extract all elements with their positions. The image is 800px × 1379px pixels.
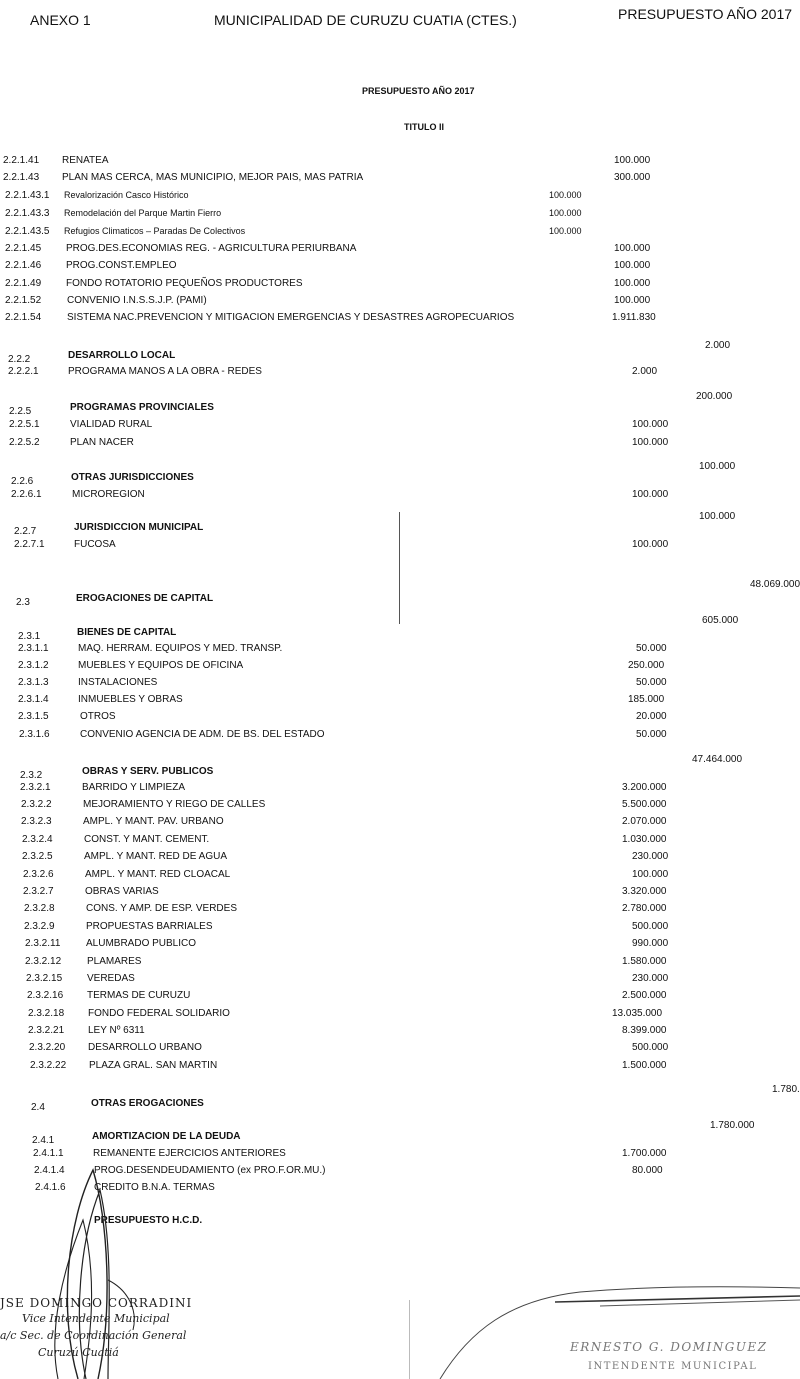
row-code: 2.3.2.16 (27, 990, 64, 1001)
item-amount: 1.500.000 (622, 1060, 667, 1071)
row-description: OBRAS VARIAS (85, 886, 159, 897)
item-amount: 13.035.000 (612, 1008, 663, 1019)
table-row (0, 350, 800, 366)
row-description: INSTALACIONES (78, 677, 158, 688)
section-heading: DESARROLLO LOCAL (68, 350, 176, 361)
row-code: 2.4.1.4 (34, 1165, 65, 1176)
row-description: TERMAS DE CURUZU (87, 990, 191, 1001)
row-code: 2.3.2 (20, 770, 43, 781)
row-code: 2.2.6 (11, 476, 34, 487)
row-description: CONVENIO AGENCIA DE ADM. DE BS. DEL ESTADO (80, 729, 325, 740)
item-amount: 1.911.830 (612, 312, 656, 323)
table-row (0, 938, 800, 954)
table-row (0, 593, 800, 609)
table-row (0, 295, 800, 311)
row-code: 2.2.5.1 (9, 419, 40, 430)
table-row (0, 366, 800, 382)
section-heading: EROGACIONES DE CAPITAL (76, 593, 214, 604)
section-heading: OBRAS Y SERV. PUBLICOS (82, 766, 214, 777)
table-row (0, 956, 800, 972)
row-description: RENATEA (62, 155, 109, 166)
row-description: PROPUESTAS BARRIALES (86, 921, 213, 932)
item-amount: 20.000 (636, 711, 667, 722)
row-code: 2.3.2.2 (21, 799, 52, 810)
row-code: 2.4.1.1 (33, 1148, 64, 1159)
row-code: 2.3 (16, 597, 30, 608)
row-description: PROGRAMA MANOS A LA OBRA - REDES (68, 366, 262, 377)
table-row (0, 766, 800, 782)
row-code: 2.2.5 (9, 406, 32, 417)
item-amount: 300.000 (614, 172, 651, 183)
table-row (0, 1008, 800, 1024)
section-total: 1.780.000 (710, 1120, 755, 1131)
item-amount: 100.000 (632, 539, 669, 550)
row-description: CONS. Y AMP. DE ESP. VERDES (86, 903, 237, 914)
mayor-name: ERNESTO G. DOMINGUEZ (570, 1340, 768, 1354)
sub-item-amount: 100.000 (549, 226, 582, 236)
mayor-title: INTENDENTE MUNICIPAL (588, 1361, 758, 1372)
row-description: MUEBLES Y EQUIPOS DE OFICINA (78, 660, 244, 671)
row-description: MEJORAMIENTO Y RIEGO DE CALLES (83, 799, 266, 810)
table-row (0, 834, 800, 850)
item-amount: 100.000 (632, 869, 669, 880)
row-code: 2.3.2.12 (25, 956, 62, 967)
chapter-total: 1.780. (772, 1084, 800, 1095)
row-description: CONVENIO I.N.S.S.J.P. (PAMI) (67, 295, 207, 306)
item-amount: 100.000 (614, 155, 651, 166)
section-heading: AMORTIZACION DE LA DEUDA (92, 1131, 241, 1142)
signer-city: Curuzú Cuatiá (38, 1346, 119, 1359)
row-description: ALUMBRADO PUBLICO (86, 938, 197, 949)
row-code: 2.2.2.1 (8, 366, 39, 377)
row-code: 2.3.1.6 (19, 729, 50, 740)
row-code: 2.3.1 (18, 631, 41, 642)
section-total: 47.464.000 (692, 754, 743, 765)
table-row (0, 172, 800, 188)
item-amount: 500.000 (632, 921, 669, 932)
row-code: 2.2.6.1 (11, 489, 42, 500)
row-code: 2.3.2.3 (21, 816, 52, 827)
item-amount: 100.000 (614, 243, 651, 254)
signer-role: Vice Intendente Municipal (22, 1312, 170, 1325)
row-description: FUCOSA (74, 539, 116, 550)
item-amount: 5.500.000 (622, 799, 667, 810)
item-amount: 185.000 (628, 694, 665, 705)
item-amount: 250.000 (628, 660, 665, 671)
section-heading: OTRAS EROGACIONES (91, 1098, 204, 1109)
row-description: LEY Nº 6311 (88, 1025, 145, 1036)
table-row (0, 522, 800, 538)
row-description: PROG.CONST.EMPLEO (66, 260, 177, 271)
table-row (0, 643, 800, 659)
row-code: 2.3.1.4 (18, 694, 49, 705)
table-row (0, 243, 800, 259)
row-code: 2.2.1.52 (5, 295, 42, 306)
row-description: OTROS (80, 711, 116, 722)
row-code: 2.3.1.3 (18, 677, 49, 688)
row-code: 2.2.5.2 (9, 437, 40, 448)
row-description: AMPL. Y MANT. RED CLOACAL (85, 869, 231, 880)
row-description: PLAMARES (87, 956, 142, 967)
row-description: CONST. Y MANT. CEMENT. (84, 834, 210, 845)
item-amount: 100.000 (614, 260, 651, 271)
row-description: AMPL. Y MANT. PAV. URBANO (83, 816, 224, 827)
row-code: 2.3.2.5 (22, 851, 53, 862)
row-description: PLAZA GRAL. SAN MARTIN (89, 1060, 218, 1071)
row-description: VEREDAS (87, 973, 135, 984)
row-description: PROG.DESENDEUDAMIENTO (ex PRO.F.OR.MU.) (94, 1165, 326, 1176)
row-code: 2.3.2.20 (29, 1042, 66, 1053)
table-row (0, 1131, 800, 1147)
budget-year-header: PRESUPUESTO AÑO 2017 (618, 6, 793, 22)
signer-name: JSE DOMINGO CORRADINI (0, 1296, 193, 1310)
table-row (0, 155, 800, 171)
signer-secretary-role: a/c Sec. de Coordinación General (0, 1329, 187, 1342)
table-row (0, 729, 800, 745)
table-row (0, 489, 800, 505)
row-description: AMPL. Y MANT. RED DE AGUA (84, 851, 228, 862)
table-row (0, 677, 800, 693)
table-row (0, 402, 800, 418)
section-total: 100.000 (699, 511, 736, 522)
row-description: SISTEMA NAC.PREVENCION Y MITIGACION EMERGENCIAS Y DESASTRES AGROPECUARIOS (67, 312, 515, 323)
item-amount: 230.000 (632, 973, 669, 984)
table-row (0, 226, 800, 242)
row-code: 2.3.1.1 (18, 643, 49, 654)
table-row (0, 799, 800, 815)
municipality-title: MUNICIPALIDAD DE CURUZU CUATIA (CTES.) (214, 12, 517, 28)
row-code: 2.3.2.15 (26, 973, 63, 984)
section-total: 100.000 (699, 461, 736, 472)
row-code: 2.4.1 (32, 1135, 55, 1146)
row-description: FONDO ROTATORIO PEQUEÑOS PRODUCTORES (66, 278, 303, 289)
item-amount: 2.780.000 (622, 903, 667, 914)
row-code: 2.3.2.6 (23, 869, 54, 880)
row-code: 2.2.1.49 (5, 278, 42, 289)
table-row (0, 437, 800, 453)
scan-mark (409, 1300, 410, 1379)
row-description: PLAN NACER (70, 437, 134, 448)
annex-label: ANEXO 1 (30, 12, 91, 28)
section-total: 605.000 (702, 615, 739, 626)
row-code: 2.2.1.41 (3, 155, 40, 166)
scan-mark (399, 512, 400, 624)
row-description: CREDITO B.N.A. TERMAS (94, 1182, 215, 1193)
item-amount: 1.700.000 (622, 1148, 667, 1159)
row-code: 2.2.7 (14, 526, 37, 537)
table-row (0, 851, 800, 867)
section-heading: PROGRAMAS PROVINCIALES (70, 402, 214, 413)
item-amount: 8.399.000 (622, 1025, 667, 1036)
item-amount: 100.000 (632, 437, 669, 448)
table-row (0, 903, 800, 919)
row-description: VIALIDAD RURAL (70, 419, 153, 430)
table-row (0, 1098, 800, 1114)
table-row (0, 921, 800, 937)
item-amount: 100.000 (614, 278, 651, 289)
row-code: 2.2.1.43 (3, 172, 40, 183)
item-amount: 100.000 (632, 489, 669, 500)
row-code: 2.2.1.46 (5, 260, 42, 271)
item-amount: 3.200.000 (622, 782, 667, 793)
chapter-total: 48.069.000 (750, 579, 800, 590)
row-description: PLAN MAS CERCA, MAS MUNICIPIO, MEJOR PAIS, MAS PATRIA (62, 172, 364, 183)
item-amount: 50.000 (636, 643, 667, 654)
section-heading: PRESUPUESTO H.C.D. (94, 1215, 203, 1226)
table-row (0, 1060, 800, 1076)
table-row (0, 1025, 800, 1041)
row-code: 2.3.2.11 (25, 938, 61, 949)
sub-item-amount: 100.000 (549, 190, 582, 200)
row-description: REMANENTE EJERCICIOS ANTERIORES (93, 1148, 286, 1159)
row-code: 2.3.2.21 (28, 1025, 65, 1036)
section-heading: BIENES DE CAPITAL (77, 627, 177, 638)
item-amount: 100.000 (614, 295, 651, 306)
item-amount: 50.000 (636, 677, 667, 688)
item-amount: 100.000 (632, 419, 669, 430)
item-amount: 2.500.000 (622, 990, 667, 1001)
row-code: 2.3.1.2 (18, 660, 49, 671)
item-amount: 50.000 (636, 729, 667, 740)
row-description: MICROREGION (72, 489, 145, 500)
table-row (0, 278, 800, 294)
item-amount: 80.000 (632, 1165, 663, 1176)
row-code: 2.3.2.1 (20, 782, 51, 793)
row-description: Remodelación del Parque Martin Fierro (64, 208, 222, 218)
row-code: 2.2.1.45 (5, 243, 42, 254)
item-amount: 2.070.000 (622, 816, 667, 827)
table-row (0, 886, 800, 902)
table-row (0, 973, 800, 989)
document-title: PRESUPUESTO AÑO 2017 (362, 86, 475, 96)
table-row (0, 694, 800, 710)
row-code: 2.2.1.43.5 (5, 226, 50, 237)
row-code: 2.3.2.8 (24, 903, 55, 914)
table-row (0, 990, 800, 1006)
table-row (0, 539, 800, 555)
row-description: Revalorización Casco Histórico (64, 190, 189, 200)
table-row (0, 260, 800, 276)
table-row (0, 660, 800, 676)
row-code: 2.3.1.5 (18, 711, 49, 722)
section-total: 200.000 (696, 391, 733, 402)
row-code: 2.3.2.7 (23, 886, 54, 897)
row-description: FONDO FEDERAL SOLIDARIO (88, 1008, 230, 1019)
section-heading: OTRAS JURISDICCIONES (71, 472, 194, 483)
sub-item-amount: 100.000 (549, 208, 582, 218)
item-amount: 230.000 (632, 851, 669, 862)
table-row (0, 1042, 800, 1058)
item-amount: 3.320.000 (622, 886, 667, 897)
item-amount: 990.000 (632, 938, 669, 949)
item-amount: 2.000 (632, 366, 658, 377)
table-row (0, 190, 800, 206)
table-row (0, 711, 800, 727)
row-code: 2.4 (31, 1102, 45, 1113)
item-amount: 500.000 (632, 1042, 669, 1053)
row-description: BARRIDO Y LIMPIEZA (82, 782, 185, 793)
table-row (0, 782, 800, 798)
row-description: Refugios Climaticos – Paradas De Colectivos (64, 226, 246, 236)
table-row (0, 312, 800, 328)
section-heading: JURISDICCION MUNICIPAL (74, 522, 204, 533)
row-code: 2.2.2 (8, 354, 31, 365)
row-code: 2.2.1.43.3 (5, 208, 50, 219)
row-description: PROG.DES.ECONOMIAS REG. - AGRICULTURA PERIURBANA (66, 243, 357, 254)
section-total: 2.000 (705, 340, 731, 351)
row-description: MAQ. HERRAM. EQUIPOS Y MED. TRANSP. (78, 643, 283, 654)
row-code: 2.3.2.22 (30, 1060, 67, 1071)
item-amount: 1.030.000 (622, 834, 667, 845)
row-code: 2.3.2.9 (24, 921, 55, 932)
row-description: DESARROLLO URBANO (88, 1042, 202, 1053)
row-code: 2.4.1.6 (35, 1182, 66, 1193)
row-code: 2.2.1.54 (5, 312, 42, 323)
table-row (0, 869, 800, 885)
item-amount: 1.580.000 (622, 956, 667, 967)
table-row (0, 627, 800, 643)
row-code: 2.3.2.18 (28, 1008, 65, 1019)
row-code: 2.3.2.4 (22, 834, 53, 845)
row-description: INMUEBLES Y OBRAS (78, 694, 183, 705)
row-code: 2.2.1.43.1 (5, 190, 50, 201)
table-row (0, 816, 800, 832)
row-code: 2.2.7.1 (14, 539, 45, 550)
document-subtitle: TITULO II (404, 122, 444, 132)
table-row (0, 419, 800, 435)
table-row (0, 208, 800, 224)
table-row (0, 472, 800, 488)
